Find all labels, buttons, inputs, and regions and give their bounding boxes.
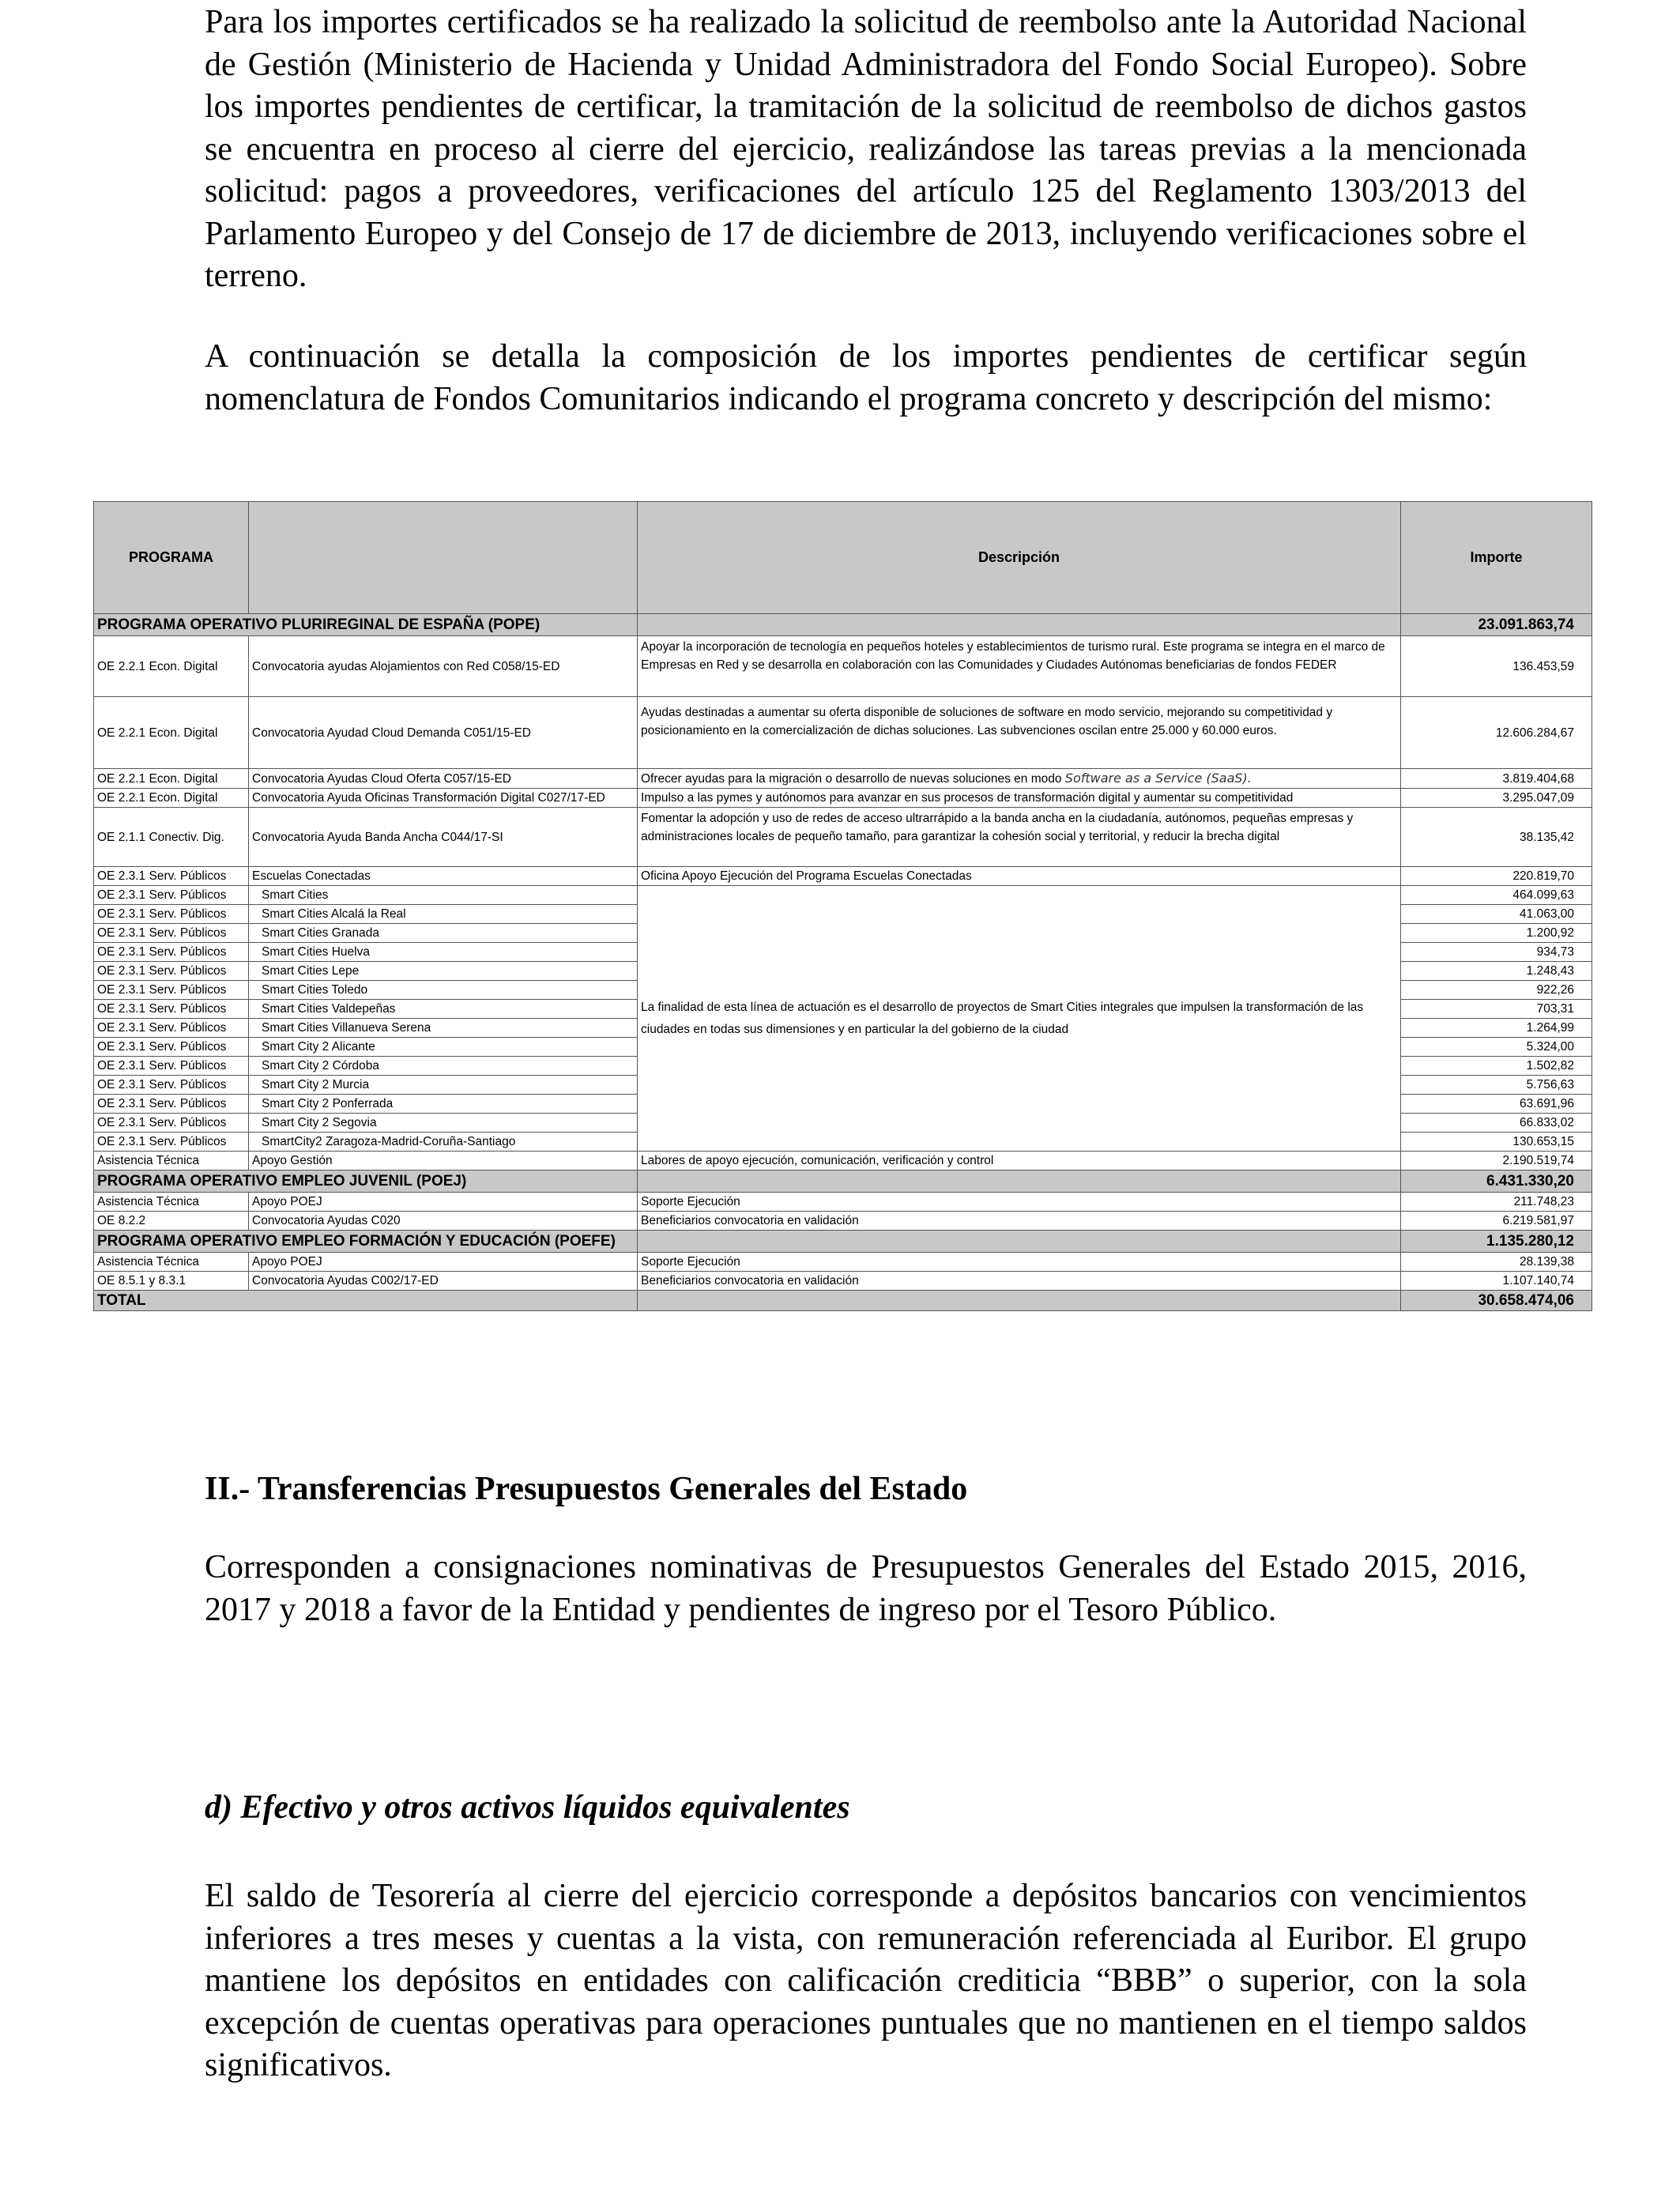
row-program-text: Smart City 2 Ponferrada: [262, 1097, 394, 1110]
program-name: PROGRAMA OPERATIVO PLURIREGINAL DE ESPAÑA (POPE): [94, 614, 638, 636]
header-descripcion: Descripción: [638, 502, 1401, 614]
table-row: [94, 1152, 1592, 1171]
row-amount: 66.833,02: [1401, 1114, 1592, 1133]
row-amount: 3.295.047,09: [1401, 789, 1592, 808]
row-program: [249, 1095, 638, 1114]
row-program: Convocatoria Ayuda Banda Ancha C044/17-SI: [249, 808, 638, 867]
row-code: OE 2.3.1 Serv. Públicos: [94, 1000, 249, 1019]
row-program: Escuelas Conectadas: [249, 867, 638, 886]
row-program-text: Smart City 2 Alicante: [262, 1040, 375, 1054]
row-program-text: Smart Cities Huelva: [262, 945, 370, 959]
row-code: OE 2.3.1 Serv. Públicos: [94, 1076, 249, 1095]
row-program: [249, 924, 638, 943]
row-program-text: Smart Cities Granada: [262, 926, 380, 940]
row-code: OE 2.3.1 Serv. Públicos: [94, 905, 249, 924]
table-row: [94, 1272, 1592, 1291]
programs-table: [93, 501, 1592, 1311]
table-row: [94, 808, 1592, 867]
section-ii-text: Corresponden a consignaciones nominativas de Presupuestos Generales del Estado 2015, 2016, 2017 y 2018 a favor de la Entidad y pendientes de ingreso por el Tesoro Público.: [205, 1549, 1527, 1628]
row-code: OE 8.5.1 y 8.3.1: [94, 1272, 249, 1291]
row-code: OE 2.3.1 Serv. Públicos: [94, 1095, 249, 1114]
table-row: [94, 1212, 1592, 1231]
row-desc: Beneficiarios convocatoria en validación: [638, 1272, 1401, 1291]
row-code: Asistencia Técnica: [94, 1253, 249, 1272]
row-program: Convocatoria Ayudas C002/17-ED: [249, 1272, 638, 1291]
row-program: [249, 943, 638, 962]
row-program-text: Smart Cities Lepe: [262, 964, 360, 978]
row-code: OE 8.2.2: [94, 1212, 249, 1231]
row-amount: 922,26: [1401, 981, 1592, 1000]
row-program: [249, 1019, 638, 1038]
row-program: [249, 1076, 638, 1095]
table-row: [94, 789, 1592, 808]
section-d-heading: d) Efectivo y otros activos líquidos equivalentes: [205, 1789, 850, 1826]
row-amount: 130.653,15: [1401, 1133, 1592, 1152]
row-program: [249, 981, 638, 1000]
row-program: [249, 962, 638, 981]
row-amount: 1.248,43: [1401, 962, 1592, 981]
header-programa: PROGRAMA: [94, 502, 249, 614]
row-program: Convocatoria Ayudas Cloud Oferta C057/15-ED: [249, 769, 638, 789]
row-desc: Apoyar la incorporación de tecnología en pequeños hoteles y establecimientos de turismo rural. Este programa se integra en el marco de Empresas en Red y se desarrolla en colaboración con las Comunidades y Ciudades Autónomas beneficiarias de fondos FEDER: [638, 636, 1401, 697]
row-desc: Soporte Ejecución: [638, 1253, 1401, 1272]
row-code: OE 2.2.1 Econ. Digital: [94, 636, 249, 697]
program-row-pope: [94, 614, 1592, 636]
row-code: OE 2.1.1 Conectiv. Dig.: [94, 808, 249, 867]
row-program-text: Smart City 2 Murcia: [262, 1078, 370, 1091]
row-amount: 703,31: [1401, 1000, 1592, 1019]
row-desc: Labores de apoyo ejecución, comunicación, verificación y control: [638, 1152, 1401, 1171]
row-desc: Beneficiarios convocatoria en validación: [638, 1212, 1401, 1231]
row-desc-saas: Software as a Service (SaaS).: [1064, 771, 1252, 786]
row-amount: 12.606.284,67: [1401, 697, 1592, 769]
row-program: Convocatoria ayudas Alojamientos con Red C058/15-ED: [249, 636, 638, 697]
intro-paragraph-2: A continuación se detalla la composición de los importes pendientes de certificar según nomenclatura de Fondos Comunitarios indicando el programa concreto y descripción del mismo:: [205, 338, 1527, 417]
row-desc: Fomentar la adopción y uso de redes de acceso ultrarrápido a la banda ancha en la ciudadanía, autónomos, pequeñas empresas y administraciones locales de pequeño tamaño, para garantizar la cohesión social y territorial, y reducir la brecha digital: [638, 808, 1401, 867]
row-code: OE 2.2.1 Econ. Digital: [94, 769, 249, 789]
row-program: [249, 1057, 638, 1076]
row-code: OE 2.3.1 Serv. Públicos: [94, 1133, 249, 1152]
row-code: OE 2.3.1 Serv. Públicos: [94, 1114, 249, 1133]
program-total: 23.091.863,74: [1401, 614, 1592, 636]
row-code: OE 2.2.1 Econ. Digital: [94, 789, 249, 808]
row-amount: 28.139,38: [1401, 1253, 1592, 1272]
row-program: [249, 1114, 638, 1133]
row-program: Convocatoria Ayudad Cloud Demanda C051/15-ED: [249, 697, 638, 769]
table-row: [94, 769, 1592, 789]
row-program: [249, 886, 638, 905]
header-empty: [249, 502, 638, 614]
row-code: OE 2.3.1 Serv. Públicos: [94, 943, 249, 962]
header-importe: Importe: [1401, 502, 1592, 614]
row-code: OE 2.3.1 Serv. Públicos: [94, 981, 249, 1000]
row-amount: 5.324,00: [1401, 1038, 1592, 1057]
row-amount: 220.819,70: [1401, 867, 1592, 886]
row-amount: 1.200,92: [1401, 924, 1592, 943]
row-code: OE 2.2.1 Econ. Digital: [94, 697, 249, 769]
intro-paragraph-1: Para los importes certificados se ha realizado la solicitud de reembolso ante la Autoridad Nacional de Gestión (Ministerio de Hacienda y Unidad Administradora del Fondo Social Europeo). Sobre los importes pendientes de certificar, la tramitación de la solicitud de reembolso de dichos gastos se encuentra en proceso al cierre del ejercicio, realizándose las tareas previas a la mencionada solicitud: pagos a proveedores, verificaciones del artículo 125 del Reglamento 1303/2013 del Parlamento Europeo y del Consejo de 17 de diciembre de 2013, incluyendo verificaciones sobre el terreno.: [205, 4, 1527, 294]
row-desc: Ayudas destinadas a aumentar su oferta disponible de soluciones de software en modo servicio, mejorando su competitividad y posicionamiento en la comercialización de dichas soluciones. Las subvenciones oscilan entre 25.000 y 60.000 euros.: [638, 697, 1401, 769]
row-amount: 2.190.519,74: [1401, 1152, 1592, 1171]
program-row-poej: [94, 1171, 1592, 1193]
program-name: PROGRAMA OPERATIVO EMPLEO JUVENIL (POEJ): [94, 1171, 638, 1193]
row-amount: 464.099,63: [1401, 886, 1592, 905]
program-total: 1.135.280,12: [1401, 1231, 1592, 1253]
total-amount: 30.658.474,06: [1401, 1291, 1592, 1311]
row-code: OE 2.3.1 Serv. Públicos: [94, 1019, 249, 1038]
program-name: PROGRAMA OPERATIVO EMPLEO FORMACIÓN Y EDUCACIÓN (POEFE): [94, 1231, 638, 1253]
section-ii-heading: II.- Transferencias Presupuestos Generales del Estado: [205, 1471, 968, 1507]
row-program-text: Smart Cities: [262, 888, 329, 902]
row-program-text: Smart City 2 Córdoba: [262, 1059, 380, 1072]
row-amount: 38.135,42: [1401, 808, 1592, 867]
row-program: Convocatoria Ayuda Oficinas Transformación Digital C027/17-ED: [249, 789, 638, 808]
section-d-text: El saldo de Tesorería al cierre del ejercicio corresponde a depósitos bancarios con vencimientos inferiores a tres meses y cuentas a la vista, con remuneración referenciada al Euribor. El grupo mantiene los depósitos en entidades con calificación crediticia “BBB” o superior, con la sola excepción de cuentas operativas para operaciones puntuales que no mantienen en el tiempo saldos significativos.: [205, 1878, 1527, 2083]
row-code: Asistencia Técnica: [94, 1152, 249, 1171]
row-program: [249, 1000, 638, 1019]
row-program-text: Smart Cities Alcalá la Real: [262, 907, 406, 921]
row-program: Apoyo Gestión: [249, 1152, 638, 1171]
row-code: OE 2.3.1 Serv. Públicos: [94, 962, 249, 981]
row-program-text: Smart Cities Valdepeñas: [262, 1002, 396, 1016]
row-amount: 6.219.581,97: [1401, 1212, 1592, 1231]
table-row: [94, 1193, 1592, 1212]
row-amount: 1.264,99: [1401, 1019, 1592, 1038]
row-amount: 1.107.140,74: [1401, 1272, 1592, 1291]
table-row: [94, 697, 1592, 769]
row-desc-text: Ofrecer ayudas para la migración o desarrollo de nuevas soluciones en modo: [641, 772, 1062, 786]
row-program-text: Smart Cities Toledo: [262, 983, 368, 997]
row-amount: 41.063,00: [1401, 905, 1592, 924]
row-code: OE 2.3.1 Serv. Públicos: [94, 1038, 249, 1057]
row-code: OE 2.3.1 Serv. Públicos: [94, 886, 249, 905]
row-program-text: SmartCity2 Zaragoza-Madrid-Coruña-Santiago: [262, 1135, 516, 1148]
row-program: [249, 1038, 638, 1057]
row-code: OE 2.3.1 Serv. Públicos: [94, 924, 249, 943]
row-program: Apoyo POEJ: [249, 1193, 638, 1212]
row-amount: 934,73: [1401, 943, 1592, 962]
program-total: 6.431.330,20: [1401, 1171, 1592, 1193]
row-code: OE 2.3.1 Serv. Públicos: [94, 867, 249, 886]
row-code: OE 2.3.1 Serv. Públicos: [94, 1057, 249, 1076]
row-program: [249, 905, 638, 924]
row-amount: 211.748,23: [1401, 1193, 1592, 1212]
row-program: Apoyo POEJ: [249, 1253, 638, 1272]
row-desc: [638, 769, 1401, 789]
row-program-text: Smart City 2 Segovia: [262, 1116, 377, 1129]
row-program: Convocatoria Ayudas C020: [249, 1212, 638, 1231]
program-row-poefe: [94, 1231, 1592, 1253]
row-amount: 5.756,63: [1401, 1076, 1592, 1095]
row-amount: 136.453,59: [1401, 636, 1592, 697]
table-row: [94, 886, 1592, 905]
row-desc: Impulso a las pymes y autónomos para avanzar en sus procesos de transformación digital y aumentar su competitividad: [638, 789, 1401, 808]
row-program: [249, 1133, 638, 1152]
table-row: [94, 867, 1592, 886]
smart-cities-desc: La finalidad de esta línea de actuación es el desarrollo de proyectos de Smart Cities integrales que impulsen la transformación de las ciudades en todas sus dimensiones y en particular la del gobierno de la ciudad: [638, 886, 1401, 1152]
row-code: Asistencia Técnica: [94, 1193, 249, 1212]
row-desc: Oficina Apoyo Ejecución del Programa Escuelas Conectadas: [638, 867, 1401, 886]
row-amount: 3.819.404,68: [1401, 769, 1592, 789]
row-desc: Soporte Ejecución: [638, 1193, 1401, 1212]
total-row: [94, 1291, 1592, 1311]
row-program-text: Smart Cities Villanueva Serena: [262, 1021, 431, 1035]
table-row: [94, 1253, 1592, 1272]
total-label: TOTAL: [94, 1291, 638, 1311]
row-amount: 63.691,96: [1401, 1095, 1592, 1114]
row-amount: 1.502,82: [1401, 1057, 1592, 1076]
table-row: [94, 636, 1592, 697]
